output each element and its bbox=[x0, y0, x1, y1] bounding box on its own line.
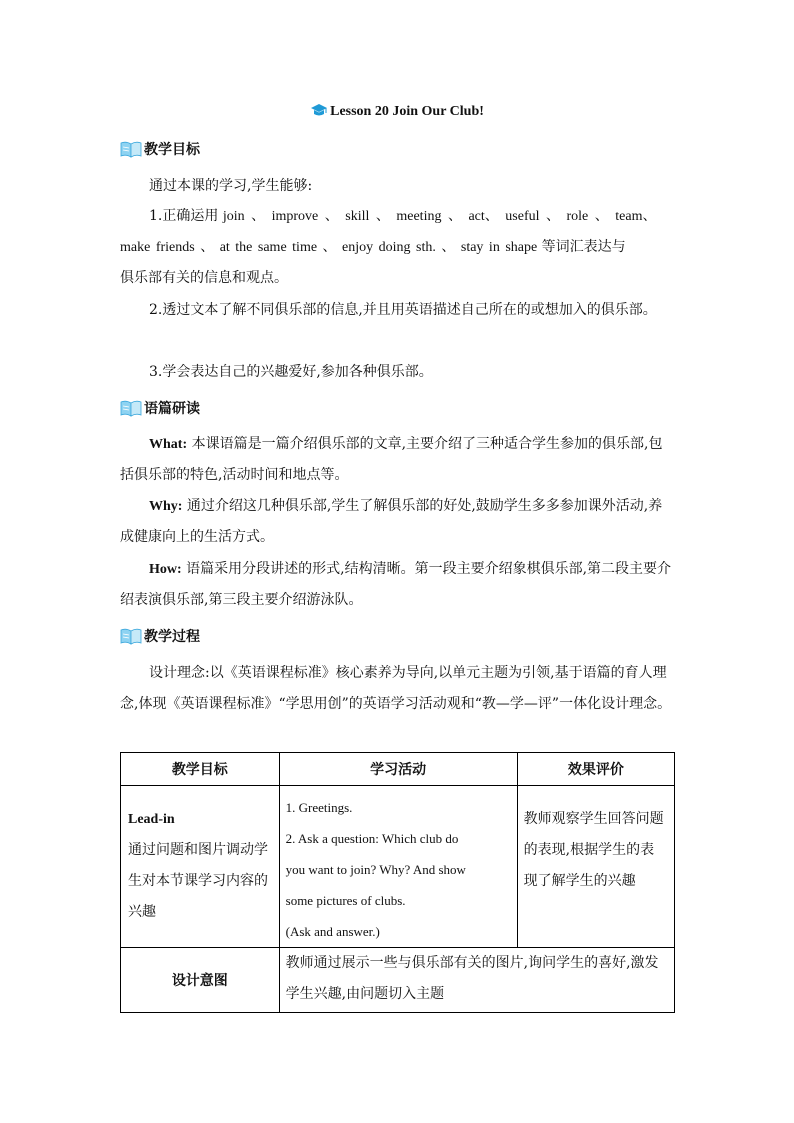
evaluation-cell: 教师观察学生回答问题的表现,根据学生的表现了解学生的兴趣 bbox=[517, 786, 674, 948]
objectives-item-1: 1.正确运用 join 、 improve 、 skill 、 meeting 、 act、 useful 、 role 、 team、 make friends 、 at the same time 、 enjoy doing sth. 、 stay in shape 等词汇表达与 俱乐部有关的信息和观点。 bbox=[120, 208, 657, 286]
intent-row bbox=[121, 948, 675, 1013]
design-concept: 设计理念:以《英语课程标准》核心素养为导向,以单元主题为引领,基于语篇的育人理念,体现《英语课程标准》“学思用创”的英语学习活动观和“教—学—评”一体化设计理念。 bbox=[120, 665, 672, 712]
book-icon bbox=[120, 140, 142, 158]
what-paragraph: What: 本课语篇是一篇介绍俱乐部的文章,主要介绍了三种适合学生参加的俱乐部,包括俱乐部的特色,活动时间和地点等。 bbox=[120, 436, 663, 483]
objectives-item-3: 3.学会表达自己的兴趣爱好,参加各种俱乐部。 bbox=[149, 364, 433, 380]
section-heading-process: 教学过程 bbox=[120, 625, 200, 647]
header-goal: 教学目标 bbox=[121, 753, 280, 786]
intent-label: 设计意图 bbox=[121, 948, 280, 1013]
graduation-cap-icon bbox=[310, 103, 328, 122]
objectives-item-2: 2.透过文本了解不同俱乐部的信息,并且用英语描述自己所在的或想加入的俱乐部。 bbox=[149, 302, 657, 318]
activity-cell: 1. Greetings. 2. Ask a question: Which club do you want to join? Why? And show some pictures of clubs. (Ask and answer.) bbox=[279, 786, 517, 948]
objectives-intro: 通过本课的学习,学生能够: bbox=[149, 178, 313, 194]
section-heading-objectives: 教学目标 bbox=[120, 138, 200, 160]
header-activity: 学习活动 bbox=[279, 753, 517, 786]
table-row bbox=[121, 786, 675, 948]
lesson-title-text: Lesson 20 Join Our Club! bbox=[330, 104, 484, 119]
section-heading-text-study: 语篇研读 bbox=[120, 397, 200, 419]
book-icon bbox=[120, 399, 142, 417]
why-paragraph: Why: 通过介绍这几种俱乐部,学生了解俱乐部的好处,鼓励学生多多参加课外活动,养成健康向上的生活方式。 bbox=[120, 498, 663, 545]
intent-text: 教师通过展示一些与俱乐部有关的图片,询问学生的喜好,激发学生兴趣,由问题切入主题 bbox=[279, 948, 674, 1013]
lesson-plan-table bbox=[120, 752, 675, 1013]
table-header-row bbox=[121, 753, 675, 786]
book-icon bbox=[120, 627, 142, 645]
how-paragraph: How: 语篇采用分段讲述的形式,结构清晰。第一段主要介绍象棋俱乐部,第二段主要介绍表演俱乐部,第三段主要介绍游泳队。 bbox=[120, 561, 672, 608]
lesson-title bbox=[0, 103, 794, 122]
goal-cell: Lead-in 通过问题和图片调动学生对本节课学习内容的兴趣 bbox=[121, 786, 280, 948]
header-evaluation: 效果评价 bbox=[517, 753, 674, 786]
